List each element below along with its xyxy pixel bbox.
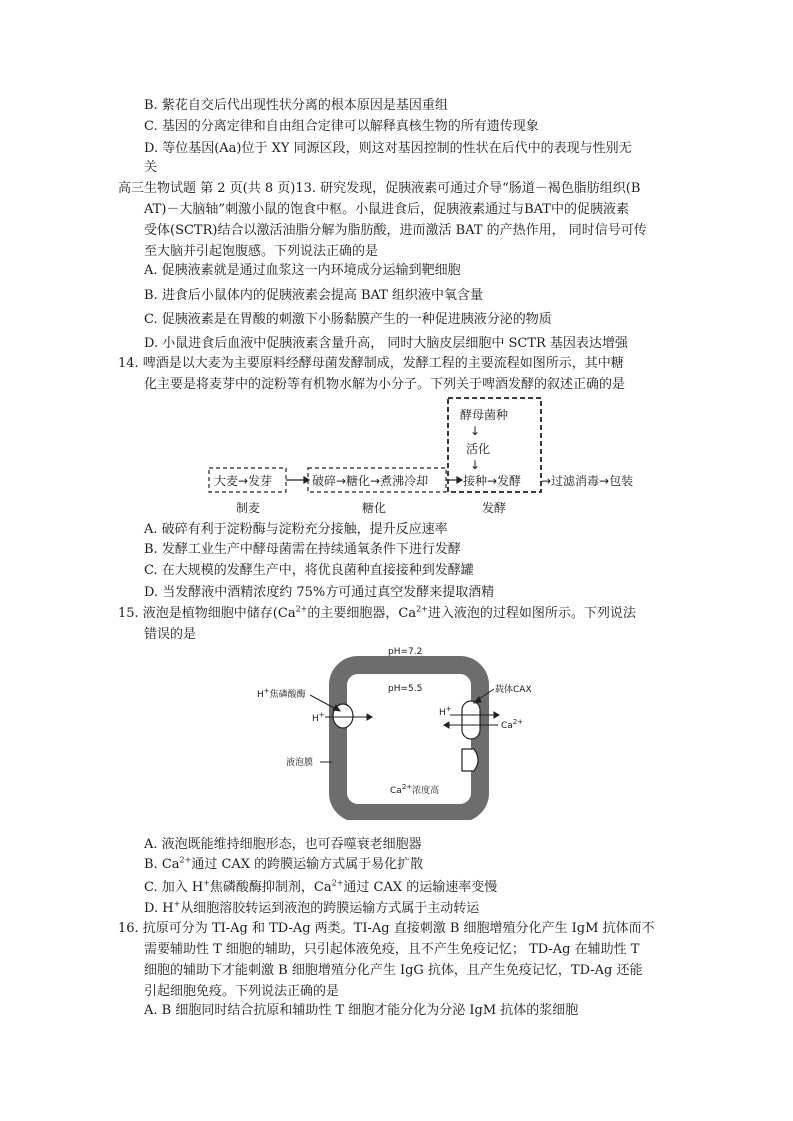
saccharification-step-text: 破碎→糖化→煮沸冷却 <box>312 474 429 488</box>
q16-stem-line-3: 细胞的辅助下才能刺激 B 细胞增殖分化产生 IgG 抗体，且产生免疫记忆，TD-Ag 还能 <box>144 963 643 978</box>
q13-stem-start: 13. 研究发现，促胰液素可通过介导“肠道－褐色脂肪组织(B <box>295 181 641 196</box>
q13-option-c: C. 促胰液素是在胃酸的刺激下小肠黏膜产生的一种促进胰液分泌的物质 <box>144 312 552 327</box>
q14-option-b: B. 发酵工业生产中酵母菌需在持续通氧条件下进行发酵 <box>144 542 461 557</box>
q12-option-d: D. 等位基因(Aa)位于 XY 同源区段，则这对基因控制的性状在后代中的表现与性别无 <box>144 141 632 156</box>
q16-stem-line-1: 16. 抗原可分为 TI-Ag 和 TD-Ag 两类。TI-Ag 直接刺激 B 细胞增殖分化产生 IgM 抗体而不 <box>118 921 655 936</box>
h-exit-arrowhead <box>494 712 499 718</box>
q14-stem-line-2: 化主要是将麦芽中的淀粉等有机物水解为小分子。下列关于啤酒发酵的叙述正确的是 <box>144 377 626 392</box>
q15-stem-line-1: 15. 液泡是植物细胞中储存($Ca^{2+}$的主要细胞器，$Ca^{2+}$进入液泡的过程如图所示。下列说法 <box>118 604 636 621</box>
h-inside-right: H+ <box>439 705 452 718</box>
q15-option-a: A. 液泡既能维持细胞形态，也可吞噬衰老细胞器 <box>144 837 422 852</box>
q14-option-d: D. 当发酵液中酒精浓度约 75%方可通过真空发酵来提取酒精 <box>144 585 495 600</box>
q16-stem-line-4: 引起细胞免疫。下列说法正确的是 <box>144 984 340 999</box>
q15-option-b: B. $Ca^{2+}$通过 CAX 的跨膜运输方式属于易化扩散 <box>144 855 424 872</box>
q13-option-d: D. 小鼠进食后血液中促胰液素含量升高， 同时大脑皮层细胞中 SCTR 基因表达增强 <box>144 336 628 351</box>
h-outside-left: H+ <box>312 711 325 724</box>
membrane-protein <box>462 749 478 771</box>
pump-label: H+焦磷酸酶 <box>257 687 306 700</box>
q13-option-b: B. 进食后小鼠体内的促胰液素会提高 BAT 组织液中氧含量 <box>144 288 483 303</box>
fermentation-step-text: 接种→发酵 <box>463 474 522 488</box>
q14-option-c: C. 在大规模的发酵生产中，将优良菌种直接接种到发酵罐 <box>144 563 474 578</box>
q13-stem-line-4: 至大脑并引起饱腹感。下列说法正确的是 <box>144 244 379 259</box>
fermentation-flow-diagram <box>200 395 660 520</box>
page-footer: 高三生物试题 第 2 页(共 8 页) <box>118 181 296 196</box>
down-arrow-1: ↓ <box>470 424 481 438</box>
saccharification-stage-label: 糖化 <box>362 501 387 515</box>
membrane-label: 液泡膜 <box>286 758 314 768</box>
carrier-label: 载体CAX <box>495 685 532 695</box>
q14-option-a: A. 破碎有利于淀粉酶与淀粉充分接触，提升反应速率 <box>144 522 448 537</box>
q12-option-c: C. 基因的分离定律和自由组合定律可以解释真核生物的所有遗传现象 <box>144 119 539 134</box>
q13-stem-line-1 <box>118 180 640 198</box>
cax-carrier <box>462 701 480 739</box>
outside-ph-label: pH=7.2 <box>388 647 423 657</box>
q14-stem-line-1: 14. 啤酒是以大麦为主要原料经酵母菌发酵制成，发酵工程的主要流程如图所示，其中糖 <box>118 356 624 371</box>
ca-outside-right: $Ca^{2+}$ <box>501 718 524 731</box>
q15-stem-line-2: 错误的是 <box>144 627 197 642</box>
q15-option-c: C. 加入 H+焦磷酸酶抑制剂，$Ca^{2+}$通过 CAX 的运输速率变慢 <box>144 878 498 895</box>
arrowhead-2 <box>457 477 462 483</box>
q12-option-b: B. 紫花自交后代出现性状分离的根本原因是基因重组 <box>144 98 448 113</box>
yeast-strain-label: 酵母菌种 <box>460 408 509 422</box>
vacuole-diagram <box>250 645 540 820</box>
down-arrow-2: ↓ <box>470 458 481 472</box>
q15-option-d: D. H+从细胞溶胶转运到液泡的跨膜运输方式属于主动转运 <box>144 899 480 916</box>
ca-entry-arrowhead <box>444 722 449 728</box>
q13-stem-line-3: 受体(SCTR)结合以激活油脂分解为脂肪酸，进而激活 BAT 的产热作用， 同时信号可传 <box>144 223 647 238</box>
ca-concentration-label: $Ca^{2+}$浓度高 <box>390 783 440 796</box>
q12-option-d-cont: 关 <box>144 160 158 175</box>
q13-stem-line-2: AT)－大脑轴”刺激小鼠的饱食中枢。小鼠进食后，促胰液素通过与BAT中的促胰液素 <box>144 202 629 217</box>
q13-option-a: A. 促胰液素就是通过血浆这一内环境成分运输到靶细胞 <box>144 263 461 278</box>
activation-label: 活化 <box>466 442 491 456</box>
fermentation-stage-label: 发酵 <box>482 501 507 515</box>
q16-stem-line-2: 需要辅助性 T 细胞的辅助，只引起体液免疫，且不产生免疫记忆； TD-Ag 在辅助性 T <box>144 942 640 957</box>
inside-ph-label: pH=5.5 <box>388 684 423 694</box>
filter-package-text: →过滤消毒→包装 <box>541 474 634 488</box>
q16-option-a: A. B 细胞同时结合抗原和辅助性 T 细胞才能分化为分泌 IgM 抗体的浆细胞 <box>144 1003 579 1018</box>
malting-step-text: 大麦→发芽 <box>214 474 273 488</box>
h-entry-arrowhead <box>367 714 372 720</box>
malting-stage-label: 制麦 <box>236 501 261 515</box>
